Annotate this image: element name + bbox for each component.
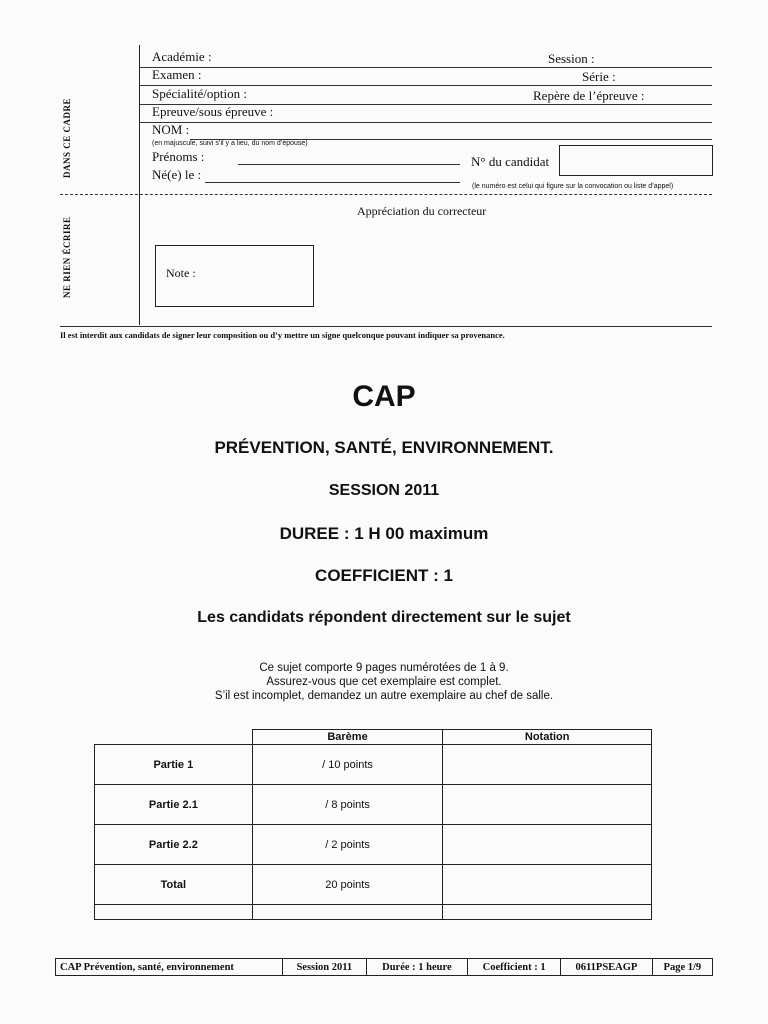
col-notation: Notation (443, 730, 652, 745)
epreuve-label: Epreuve/sous épreuve : (152, 104, 274, 119)
duree-title: DUREE : 1 H 00 maximum (279, 524, 489, 543)
specialite-label: Spécialité/option : (152, 86, 247, 101)
table-header-empty (95, 730, 253, 745)
footer-duree: Durée : 1 heure (366, 959, 467, 976)
header-rule (140, 122, 712, 123)
header-bottom-rule (60, 326, 712, 327)
header-rule (205, 182, 460, 183)
note-box[interactable] (155, 245, 314, 307)
session-label: Session : (548, 51, 595, 66)
table-row (95, 745, 652, 785)
repere-label: Repère de l’épreuve : (533, 88, 645, 103)
examen-label: Examen : (152, 67, 202, 82)
table-row (95, 905, 652, 920)
row-label: Partie 1 (95, 745, 253, 785)
header-vertical-rule (139, 45, 140, 325)
info-line-3: S’il est incomplet, demandez un autre exemplaire au chef de salle. (214, 690, 554, 702)
row-notation[interactable] (443, 745, 652, 785)
session-title: SESSION 2011 (328, 482, 440, 499)
header-rule (140, 67, 712, 68)
footer-title: CAP Prévention, santé, environnement (56, 959, 283, 976)
serie-label: Série : (582, 69, 616, 84)
note-label: Note : (166, 266, 196, 280)
row-label: Total (95, 865, 253, 905)
info-line-2: Assurez-vous que cet exemplaire est complet. (266, 676, 502, 688)
table-row (95, 825, 652, 865)
row-label: Partie 2.1 (95, 785, 253, 825)
col-bareme: Barème (252, 730, 443, 745)
prenoms-label: Prénoms : (152, 149, 205, 164)
table-row (95, 865, 652, 905)
row-empty (95, 905, 253, 920)
nom-label: NOM : (152, 122, 190, 137)
info-line-1: Ce sujet comporte 9 pages numérotées de 1 à 9. (259, 662, 509, 674)
row-empty (252, 905, 443, 920)
candidat-label: N° du candidat (471, 154, 550, 169)
coefficient-title: COEFFICIENT : 1 (315, 566, 453, 585)
page-footer (55, 958, 713, 976)
side-label-top: DANS CE CADRE (62, 97, 72, 178)
header-rule (238, 164, 460, 165)
row-notation[interactable] (443, 785, 652, 825)
dashed-separator (60, 194, 712, 195)
instruction-text: Les candidats répondent directement sur le sujet (197, 609, 571, 626)
exam-title: CAP (352, 380, 416, 413)
bareme-table (94, 729, 652, 920)
row-notation[interactable] (443, 865, 652, 905)
interdit-notice: Il est interdit aux candidats de signer leur composition ou d’y mettre un signe quelconque pouvant indiquer sa provenance. (60, 330, 505, 340)
table-header-row (95, 730, 652, 745)
row-bareme: / 2 points (252, 825, 443, 865)
side-label-bottom: NE RIEN ÉCRIRE (62, 216, 72, 298)
ne-le-label: Né(e) le : (152, 167, 202, 182)
academie-label: Académie : (152, 49, 212, 64)
row-bareme: 20 points (252, 865, 443, 905)
subject-title: PRÉVENTION, SANTÉ, ENVIRONNEMENT. (214, 438, 554, 457)
row-bareme: / 10 points (252, 745, 443, 785)
table-row (95, 785, 652, 825)
footer-page: Page 1/9 (652, 959, 712, 976)
nom-note: (en majuscule, suivi s’il y a lieu, du nom d’épouse) (152, 140, 308, 147)
row-label: Partie 2.2 (95, 825, 253, 865)
row-notation[interactable] (443, 825, 652, 865)
footer-session: Session 2011 (283, 959, 367, 976)
appreciation-label: Appréciation du correcteur (357, 204, 487, 218)
row-empty (443, 905, 652, 920)
candidat-note: (le numéro est celui qui figure sur la convocation ou liste d’appel) (472, 183, 674, 190)
row-bareme: / 8 points (252, 785, 443, 825)
candidat-number-box[interactable] (559, 145, 713, 176)
footer-coefficient: Coefficient : 1 (468, 959, 561, 976)
footer-code: 0611PSEAGP (561, 959, 653, 976)
